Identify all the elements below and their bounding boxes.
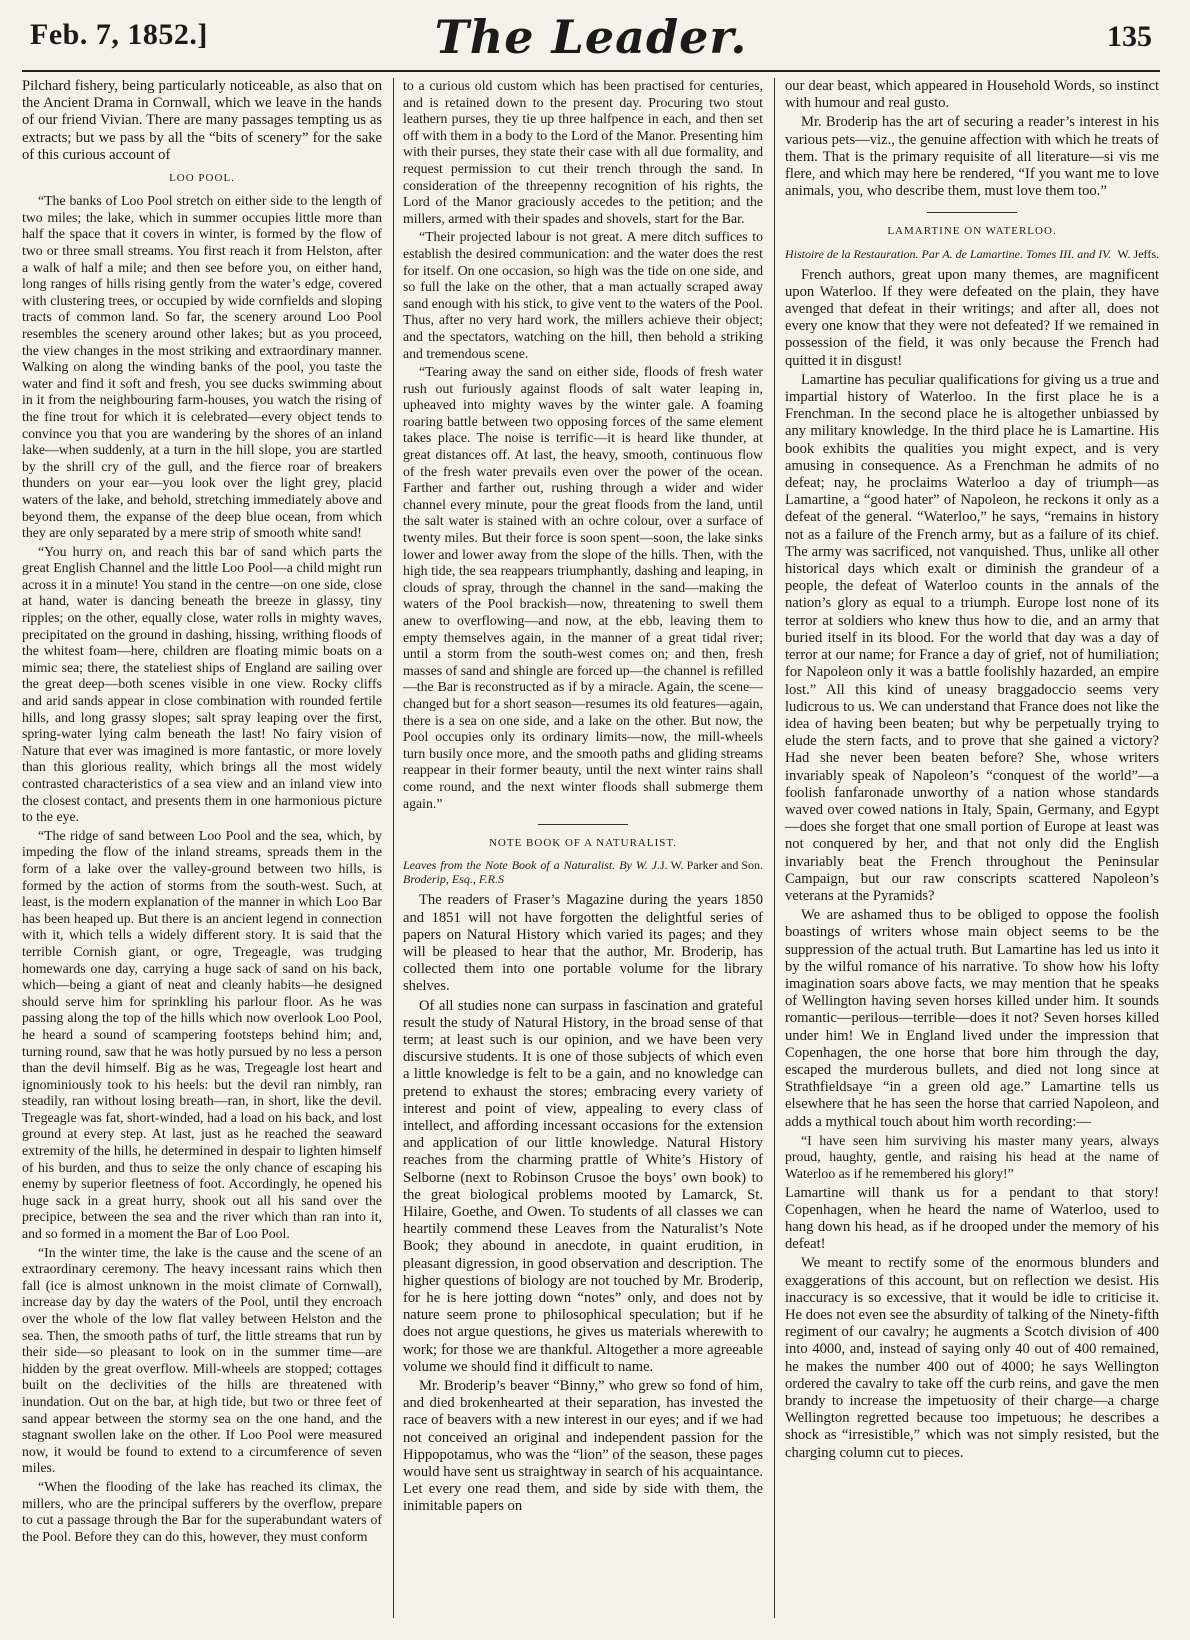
paragraph: Mr. Broderip has the art of securing a reader’s interest in his various pets—viz., the genuine affection with which he treats of them. That is the primary requisite of all literature—si vis me flere, and which may here be rendered, “If you want me to love animals, you, who describe them, must love them too.” xyxy=(785,114,1159,200)
column-1 xyxy=(22,78,382,1618)
paragraph: Mr. Broderip’s beaver “Binny,” who grew so fond of him, and died brokenhearted at their separation, has invested the race of beavers with a new interest in our eyes; and if we had not conceived an original and independent passion for the Hippopotamus, who was the “lion” of the season, these pages would have sent us straightway in search of his acquaintance. Let every one read them, and side by side with them, the inimitable papers on xyxy=(403,1378,763,1515)
section-separator xyxy=(538,824,628,825)
article-columns xyxy=(22,78,1160,1618)
paragraph: We meant to rectify some of the enormous blunders and exaggerations of this account, but on reflection we desist. His inaccuracy is so excessive, that it would be idle to criticise it. He does not even see the absurdity of talking of the Ninety-fifth regiment of our cavalry; he augments a Scotch division of 400 into 4000, and, instead of saying only 40 out of 400 remained, he makes the number 400 out of 4000; he says Wellington ordered the cavalry to take off the curb reins, and gave the men brandy to increase the impetuosity of their charge—a charge Wellington regretted because too impetuous; he describes a shock as “irresistible,” which was not simply resisted, but the charging column cut to pieces. xyxy=(785,1255,1159,1461)
quote-paragraph: “The ridge of sand between Loo Pool and the sea, which, by impeding the flow of the inland streams, spreads them in the form of a lake over the valley-ground between two hills, is formed by the action of storms from the south-west. Such, at least, is the modern explanation of the manner in which Loo Bar has been heaped up. But there is an ancient legend in connection with it, which tells a widely different story. It is said that the terrible Cornish giant, or ogre, Tregeagle, was trudging homewards one day, carrying a huge sack of sand on his back, which—being a giant of neat and cleanly habits—he designed should serve him for sprinkling his parlour floor. As he was passing along the top of the hills which now overlook Loo Pool, he heard a sound of scampering footsteps behind him; and, turning round, saw that he was hotly pursued by no less a person than the devil himself. Big as he was, Tregeagle lost heart and ignominiously took to his heels: but the devil ran nimbly, ran steadily, ran without losing breath—ran, in short, like the devil. Tregeagle was fat, short-winded, had a load on his back, and lost ground at every step. At last, just as he reached the seaward extremity of the hills, he determined in despair to lighten himself of his burden, and thus to seize the only chance of escaping his enemy by superior fleetness of foot. Accordingly, he opened his huge sack in a great hurry, shook out all his sand over the precipice, between the sea and the river which than ran into it, and so formed in a moment the Bar of Loo Pool. xyxy=(22,827,382,1242)
newspaper-title: The Leader. xyxy=(434,10,748,64)
section-heading-lamartine: LAMARTINE ON WATERLOO. xyxy=(887,225,1057,238)
section-separator xyxy=(927,212,1017,213)
masthead xyxy=(22,8,1160,72)
quote-paragraph: “You hurry on, and reach this bar of sand which parts the great English Channel and the little Loo Pool—a child might run across it in a minute! You stand in the centre—on one side, close at hand, water is dancing beneath the breeze in glassy, tiny ripples; on the other, equally close, water rolls in mighty waves, precipitated on the ground in dashing, hissing, writhing floods of the whitest foam—here, children are floating mimic boats on a mimic sea; there, the stateliest ships of England are sailing over the great deep—both scenes visible in one view. Rocky cliffs and arid sands appear in close combination with rounded fertile hills, and long grassy slopes; salt spray leaping over the first, spring-water lying calm beneath the last! No fairy vision of Nature that ever was imagined is more fantastic, or more lovely than this glorious reality, which brings all the most widely contrasted characteristics of a sea view and an inland view into the closest contact, and presents them in one harmonious picture to the eye. xyxy=(22,543,382,825)
paragraph: We are ashamed thus to be obliged to oppose the foolish boastings of writers whose main object seems to be the suppression of the actual truth. But Lamartine has led us into it by the wilful romance of his narrative. To show how his lofty imagination soars above facts, we may mention that he speaks of Wellington having seven horses killed under him. It sounds romantic—perilous—terrible—does it not? Seven horses killed under him! We in England lived under the impression that Copenhagen, the one horse that bore him through the day, escaped the murderous bullets, and died not long since at Strathfieldsaye “in a green old age.” Lamartine tells us elsewhere that he has seen the horse that carried Napoleon, and adds a mythical touch about him worth recording:— xyxy=(785,907,1159,1130)
publisher: J. W. Parker and Son. xyxy=(660,858,763,873)
page-number: 135 xyxy=(1107,20,1152,53)
paragraph: French authors, great upon many themes, are magnificent upon Waterloo. If they were defeated on the plain, they have avenged that defeat in their writings; and after all, does not every one know that they were not defeated? If we remained in possession of the field, it was only because the French had quitted it in disgust! xyxy=(785,266,1159,369)
quote-paragraph: “In the winter time, the lake is the cause and the scene of an extraordinary ceremony. The heavy incessant rains which then fall (ice is almost unknown in the moist climate of Cornwall), increase day by day the waters of the Pool, until they encroach over the whole of the low flat valley between Helston and the sea. Then, the smooth paths of turf, the little streams that run by their side—so pleasant to look on in the summer time—are hidden by the great overflow. Mill-wheels are stopped; cottages built on the declivities of the hills are threatened with inundation. Out on the bar, at high tide, but two or three feet of sand appear between the stormy sea on the one hand, and the stagnant swollen lake on the other. If Loo Pool were measured now, it would be found to extend to a circumference of seven miles. xyxy=(22,1244,382,1476)
quote-paragraph: “I have seen him surviving his master many years, always proud, haughty, gentle, and raising his head at the name of Waterloo as if he remembered his glory!” xyxy=(785,1132,1159,1181)
book-title: Leaves from the Note Book of a Naturalist. By W. J. Broderip, Esq., F.R.S xyxy=(403,858,660,887)
quote-paragraph: “Their projected labour is not great. A mere ditch suffices to establish the desired communication: and the water does the rest for itself. On one occasion, so high was the tide on one side, and so full the lake on the other, that a man actually scraped away sand enough with his stick, to give vent to the waters of the Pool. Thus, after no very hard work, the millers achieve their object; and the spectators, watching on the hill, then behold a striking and tremendous scene. xyxy=(403,229,763,361)
quote-paragraph: “Tearing away the sand on either side, floods of fresh water rush out furiously against floods of salt water leaping in, upheaved into mighty waves by the winter gale. A foaming roaring battle between two opposing forces of the same element takes place. The noise is terrific—it is heard like thunder, at great distances off. At last, the heavy, smooth, continuous flow of the fresh water prevails even over the power of the ocean. Farther and farther out, rushing through a wider and wider channel every minute, pour the great floods from the land, until the salt water is stained with an ochre colour, over a surface of twenty miles. But their force is soon spent—soon, the lake sinks lower and lower away from the slope of the hills. Then, with the high tide, the sea reappears triumphantly, dashing and leaping, in clouds of spray, through the channel in the sand—making the waters of the Pool brackish—now, threatening to swell them anew to overflowing—and now, at the ebb, leaving them to empty themselves again, in the manner of a great tidal river; until a storm from the south-west comes on; and then, fresh masses of sand and shingle are forced up—the channel is refilled—the Bar is reconstructed as if by a miracle. Again, the scene—changed but for a short season—resumes its old features—again, there is a sea on one side, and a lake on the other. But now, the Pool occupies only its ordinary limits—now, the mill-wheels turn busily once more, and the smooth paths and gliding streams reappear in their former beauty, until the next winter rains shall come round, and the next winter floods shall submerge them again.” xyxy=(403,364,763,811)
quote-paragraph: to a curious old custom which has been practised for centuries, and is retained down to the present day. Procuring two stout leathern purses, they tie up three halfpence in each, and then set off with them in a body to the Lord of the Manor. Presenting him with their purses, they state their case with all due formality, and request permission to cut their trench through the sand. In consideration of the threepenny recognition of his rights, the Lord of the Manor graciously accedes to the petition; and the millers, armed with their spades and shovels, start for the Bar. xyxy=(403,78,763,226)
review-citation xyxy=(785,247,1159,261)
paragraph: Pilchard fishery, being particularly noticeable, as also that on the Ancient Drama in Cornwall, which we leave in the hands of our friend Vivian. There are many passages tempting us as extracts; but we pass by all the “bits of scenery” for the sake of this curious account of xyxy=(22,78,382,163)
paragraph: The readers of Fraser’s Magazine during the years 1850 and 1851 will not have forgotten the delightful series of papers on Natural History which varied its pages; and they will be pleased to hear that the author, Mr. Broderip, has collected them into one portable volume for the library shelves. xyxy=(403,892,763,995)
paragraph: Lamartine will thank us for a pendant to that story! Copenhagen, when he heard the name of Waterloo, used to hang down his head, as if he drooped under the memory of his defeat! xyxy=(785,1184,1159,1253)
review-citation xyxy=(403,858,763,886)
section-heading-note-book: NOTE BOOK OF A NATURALIST. xyxy=(488,837,678,850)
book-title: Histoire de la Restauration. Par A. de Lamartine. Tomes III. and IV. xyxy=(785,246,1111,261)
quote-paragraph: “When the flooding of the lake has reached its climax, the millers, who are the principal sufferers by the overflow, prepare to cut a passage through the Bar for the superabundant waters of the Pool. Before they can do this, however, they must conform xyxy=(22,1478,382,1544)
column-divider xyxy=(774,78,775,1618)
paragraph: our dear beast, which appeared in Household Words, so instinct with humour and real gusto. xyxy=(785,78,1159,112)
column-2 xyxy=(403,78,763,1618)
paragraph: Of all studies none can surpass in fascination and grateful result the study of Natural History, in the broad sense of that term; at least such is our opinion, and we have been very discursive students. It is one of those subjects of which even a little knowledge is felt to be a gain, and no knowledge can pretend to exhaust the stores; embracing every variety of interest and point of view, appealing to every class of intellect, and affording incessant occasions for the extension and application of our little knowledge. Natural History reaches from the charming prattle of White’s History of Selborne (next to Robinson Crusoe the boys’ own book) to the great biological problems mooted by Lamarck, St. Hilaire, Goethe, and Owen. To students of all classes we can heartily commend these Leaves from the Naturalist’s Note Book; they abound in anecdote, in quaint erudition, in pleasant digression, in good observation and description. The higher questions of biology are not touched by Mr. Broderip, for he is here jotting down “notes” only, and does not by nature seem prone to philosophical speculation; but if he does not argue questions, he gives us materials wherewith to work; for those we are thankful. Altogether a more agreeable volume we should find it difficult to name. xyxy=(403,997,763,1375)
issue-date: Feb. 7, 1852.] xyxy=(30,18,208,51)
publisher: W. Jeffs. xyxy=(1117,246,1159,261)
column-divider xyxy=(393,78,394,1618)
quote-paragraph: “The banks of Loo Pool stretch on either side to the length of two miles; the lake, which in summer occupies little more than half the space that it covers in winter, is formed by the flow of two or three small streams. You first reach it from Helston, after a walk of half a mile; and then see before you, on either hand, long ranges of hills rising gently from the water’s edge, covered with clustering trees, or occupied by wide cornfields and sloping tracts of common land. So far, the scenery around Loo Pool resembles the scenery around other lakes; but as you proceed, the view changes in the most striking and extraordinary manner. Walking on along the winding banks of the pool, you taste the water and find it soft and fresh, you see ducks swimming about in it from the neighbouring farm-houses, you watch the rising of the fine trout for which it is celebrated—every object tends to convince you that you are wandering by the shores of an inland lake—when suddenly, at a turn in the hill slope, you are startled by the shrill cry of the gull, and the fierce roar of breakers thunders on your ear—you look over the light grey, placid waters of the lake, and behold, stretching immediately above and beyond them, the expanse of the deep blue ocean, from which they are only separated by a mere strip of smooth white sand! xyxy=(22,193,382,541)
column-3 xyxy=(785,78,1159,1618)
paragraph: Lamartine has peculiar qualifications for giving us a true and impartial history of Waterloo. In the first place he is a Frenchman. In the second place he is altogether unbiassed by any military knowledge. In the third place he is Lamartine. His book exhibits the qualities you might expect, and is very amusing in consequence. As a Frenchman he admits of no defeat; nay, he proclaims Waterloo a day of triumph—as Lamartine, a “good hater” of Napoleon, he reckons it only as a defeat of the general. “Waterloo,” he says, “remains in history not as a failure of the French army, but as a failure of its chief. The army was sacrificed, not vanquished. Thus, unlike all other historical days which exalt or diminish the grandeur of a people, the defeat of Waterloo counts in the annals of the nation’s glory as equal to a triumph. Europe lost none of its terror at soldiers who knew thus how to die, and an army that buried itself in its blood. For the world that day was a day of terror at our name; for France a day of grief, not of humiliation; for Napoleon only it was a battle foolishly hazarded, an empire lost.” All this kind of uneasy braggadoccio seems very ludicrous to us. We can understand that France does not like the idea of having been beaten; but why be perpetually trying to elude the stern facts, and to prove that she gained a victory? Had she never been beaten before? She, whose writers invariably speak of Napoleon’s “conquest of the world”—a foolish fanfaronade unworthy of a nation whose standards waved over cowed nations in Italy, Spain, Germany, and Egypt—does she forget that one small portion of Europe at least was not conquered by her, and that not only did the English invariably beat the French throughout the Peninsular Campaign, but our raw conscripts scattered Napoleon’s veterans at the Pyramids? xyxy=(785,371,1159,904)
section-heading-loo-pool: LOO POOL. xyxy=(169,172,235,185)
